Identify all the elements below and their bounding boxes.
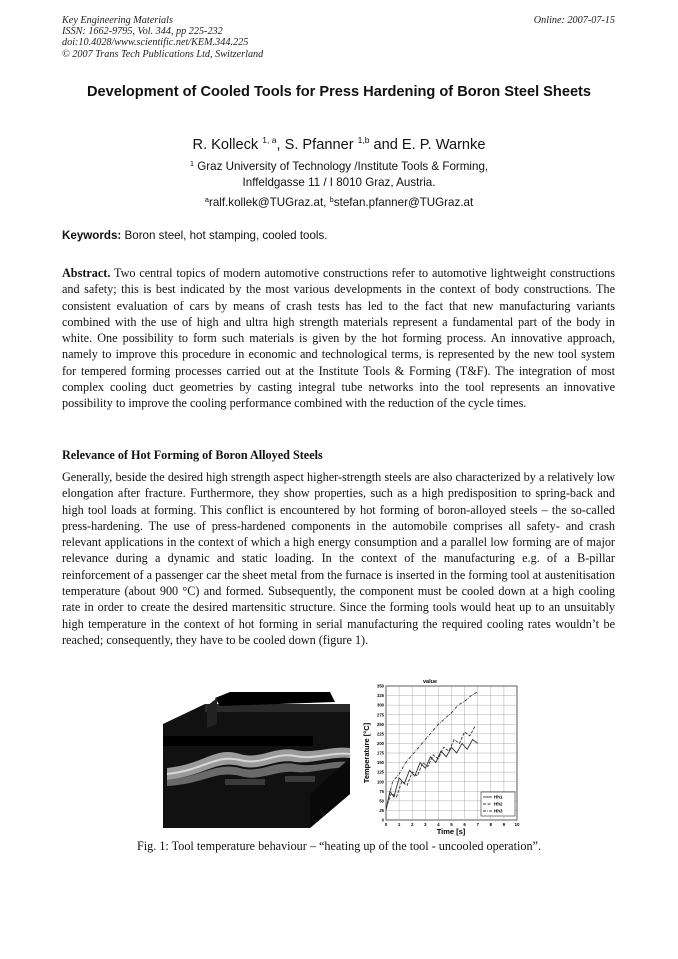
email-link[interactable]: stefan.pfanner@TUGraz.at — [333, 196, 474, 209]
x-tick-label: 4 — [437, 822, 440, 827]
x-tick-label: 5 — [450, 822, 453, 827]
figure-svg — [145, 676, 540, 836]
y-tick-label: 250 — [377, 721, 384, 727]
affiliation-sup: 1 — [189, 159, 195, 168]
y-tick-label: 100 — [377, 779, 384, 785]
x-tick-label: 10 — [514, 822, 520, 827]
email-sup: b — [329, 195, 334, 204]
abstract-label: Abstract. — [62, 266, 111, 280]
y-tick-label: 300 — [377, 702, 384, 708]
x-tick-label: 7 — [476, 822, 479, 827]
chart-title: value — [422, 679, 438, 685]
keywords — [62, 229, 328, 242]
author-sup: 1, a — [262, 135, 277, 145]
y-tick-label: 175 — [377, 750, 384, 756]
author-name: E. P. Warnke — [401, 137, 486, 153]
journal-header — [62, 15, 263, 60]
email-sup: a — [204, 195, 209, 204]
y-tick-label: 0 — [381, 817, 384, 823]
section-body: Generally, beside the desired high strength aspect higher-strength steels are also characterized by a relatively low elongation after fracture. Furthermore, they show properties, such as a high predisposition to spring-back and high tool loads at forming. This conflict is encountered by hot forming of boron-alloyed steels – the so-called press-hardening. The use of press-hardened components in the automobile comprises all safety- and crash relevant applications in the context of which a high energy consumption and a parallel low forming are of major relevance during a dynamic and static loading. In the context of the manufacturing e.g. of a B-pillar reinforcement of a passenger car the sheet metal from the furnace is inserted in the forming tool at austenitisation temperature (about 900 °C) and formed. Subsequently, the component must be cooled down at a high cooling rate in order to create the desired martensitic structure. Since the forming tools would heat up to an unsuitably high temperature in the context of hot forming in serial manufacturing the required cooling rates wouldn’t be reached; consequently, they have to be cooled down (figure 1). — [62, 470, 615, 647]
y-tick-label: 350 — [377, 683, 384, 689]
author-separator: and — [369, 137, 402, 153]
author-sup: 1,b — [357, 135, 370, 145]
author-separator: , — [276, 137, 285, 153]
online-date: Online: 2007-07-15 — [533, 15, 615, 26]
author-list — [62, 131, 616, 154]
author-name: S. Pfanner — [284, 137, 354, 153]
affiliation-line: Graz University of Technology /Institute Tools & Forming, — [197, 160, 489, 173]
y-tick-label: 275 — [377, 712, 384, 718]
temperature-chart — [362, 679, 520, 836]
y-tick-label: 25 — [379, 808, 384, 814]
chart-legend — [481, 792, 515, 816]
legend-label: Hh2 — [494, 801, 503, 807]
keywords-label: Keywords: — [62, 229, 122, 242]
x-tick-label: 8 — [489, 822, 493, 827]
x-tick-label: 2 — [410, 822, 414, 827]
x-tick-label: 9 — [502, 822, 506, 827]
journal-copyright: © 2007 Trans Tech Publications Ltd, Switzerland — [62, 48, 264, 60]
x-axis-label: Time [s] — [436, 827, 466, 836]
y-tick-label: 225 — [377, 731, 384, 737]
x-tick-label: 3 — [424, 822, 427, 827]
y-tick-label: 50 — [379, 798, 384, 804]
y-tick-label: 150 — [377, 760, 384, 766]
abstract — [62, 265, 615, 412]
keywords-text: Boron steel, hot stamping, cooled tools. — [124, 229, 328, 242]
paper-title: Development of Cooled Tools for Press Hardening of Boron Steel Sheets — [86, 84, 592, 100]
affiliation-line: Inffeldgasse 11 / I 8010 Graz, Austria. — [242, 175, 436, 189]
x-tick-label: 1 — [397, 822, 401, 827]
journal-name: Key Engineering Materials — [62, 15, 173, 26]
author-name: R. Kolleck — [192, 137, 259, 153]
journal-issn: ISSN: 1662-9795, Vol. 344, pp 225-232 — [62, 26, 223, 38]
journal-doi[interactable]: doi:10.4028/www.scientific.net/KEM.344.225 — [62, 37, 249, 49]
figure-1 — [145, 676, 540, 836]
affiliation — [62, 156, 616, 190]
legend-label: Hh1 — [494, 794, 503, 800]
x-tick-label: 6 — [463, 822, 466, 827]
x-tick-label: 0 — [384, 822, 388, 827]
section-heading: Relevance of Hot Forming of Boron Alloyed Steels — [62, 448, 323, 462]
figure-caption: Fig. 1: Tool temperature behaviour – “heating up of the tool - uncooled operation”. — [136, 839, 542, 853]
email-link[interactable]: ralf.kollek@TUGraz.at, — [208, 196, 327, 209]
y-tick-label: 125 — [377, 769, 384, 775]
y-axis-ticks — [377, 684, 385, 823]
y-axis-label: Temperature [°C] — [362, 722, 371, 784]
y-tick-label: 200 — [377, 741, 384, 747]
y-tick-label: 75 — [379, 788, 384, 794]
author-emails — [62, 192, 616, 210]
abstract-text: Two central topics of modern automotive constructions refer to automotive lightweight constructions and safety; this is best indicated by the most various developments in the context of body constructions. The consistent evaluation of cars by means of crash tests has led to the fact that new manufacturing variants combined with the use of high and ultra high strength materials represent a fundamental part of the body in white. One possibility to form such materials is given by the hot forming process. An innovative approach, namely to improve this procedure in economic and technological terms, is represented by the new tool system for tempered forming processes carried out at the Institute Tools & Forming (T&F). The integration of most complex cooling duct geometries by casting integral tube networks into the tool represents an innovative possibility to improve the cooling performance combined with the reduction of the cycle times. — [62, 266, 615, 411]
legend-label: Hh3 — [494, 808, 503, 814]
y-tick-label: 325 — [377, 693, 384, 699]
tool-3d-render — [163, 692, 350, 828]
